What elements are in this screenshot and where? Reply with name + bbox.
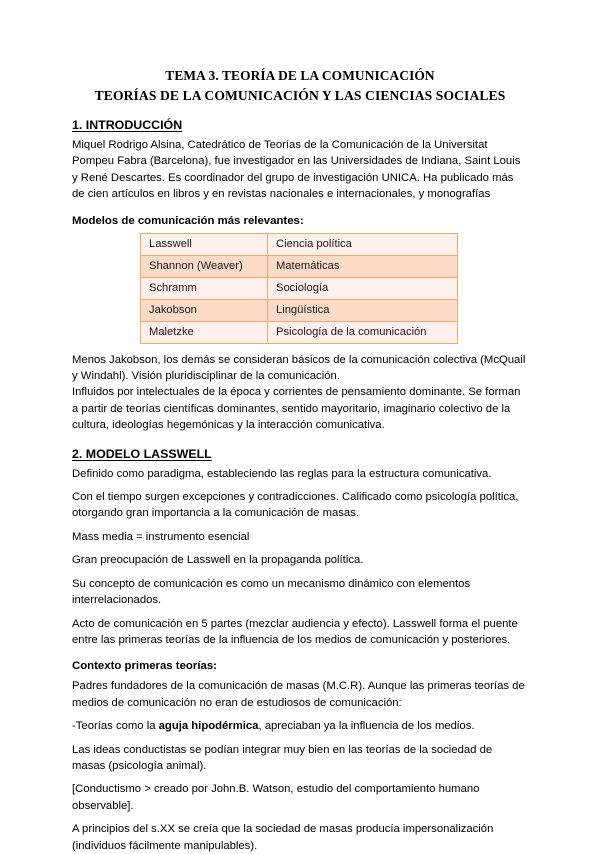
table-cell-model: Maletzke <box>141 321 268 343</box>
paragraph-su-concepto: Su concepto de comunicación es como un mecanismo dinámico con elementos interrelacionados. <box>72 577 471 607</box>
table-row <box>141 299 458 321</box>
models-table-wrapper <box>72 233 528 344</box>
models-table <box>140 233 458 344</box>
section-heading-introduccion-text: 1. INTRODUCCIÓN <box>72 118 183 132</box>
table-row <box>141 321 458 343</box>
paragraph-conductismo-watson: [Conductismo > creado por John.B. Watson, estudio del comportamiento humano observable]. <box>72 783 480 812</box>
table-cell-model: Schramm <box>141 277 268 299</box>
table-cell-field: Sociología <box>268 277 458 299</box>
paragraph-influidos: Influidos por intelectuales de la época y corrientes de pensamiento dominante. Se forman a partir de teorías científicas dominantes, sentido mayoritario, imaginario colectivo de la cultura, ideologías hegemónicas y la interacción comunicativa. <box>72 386 521 432</box>
paragraph-aguja-suffix: , apreciaban ya la influencia de los medios. <box>258 720 475 733</box>
section-heading-introduccion <box>72 118 528 133</box>
document-title-line-1: TEMA 3. TEORÍA DE LA COMUNICACIÓN <box>165 68 435 83</box>
paragraph-con-el-tiempo: Con el tiempo surgen excepciones y contradicciones. Calificado como psicología política, otorgando gran importancia a la comunicación de masas. <box>72 491 519 520</box>
document-title-line-2: TEORÍAS DE LA COMUNICACIÓN Y LAS CIENCIAS SOCIALES <box>94 88 506 103</box>
table-cell-model: Shannon (Weaver) <box>141 255 268 277</box>
paragraph-aguja-prefix: -Teorías como la <box>72 720 159 733</box>
table-row <box>141 255 458 277</box>
models-table-body <box>141 233 458 343</box>
paragraph-ideas-conductistas: Las ideas conductistas se podían integrar muy bien en las teorías de la sociedad de masas (psicología animal). <box>72 743 493 772</box>
table-caption: Modelos de comunicación más relevantes: <box>72 214 304 227</box>
table-cell-model: Lasswell <box>141 233 268 255</box>
table-cell-field: Ciencia política <box>268 233 458 255</box>
paragraph-acto-comunicacion: Acto de comunicación en 5 partes (mezclar audiencia y efecto). Lasswell forma el puente entre las primeras teorías de la influencia de los medios de comunicación y posteriores. <box>72 617 518 646</box>
table-cell-field: Matemáticas <box>268 255 458 277</box>
table-cell-model: Jakobson <box>141 299 268 321</box>
intro-paragraph: Miquel Rodrigo Alsina, Catedrático de Teorías de la Comunicación de la Universitat Pompeu Fabra (Barcelona), fue investigador en las Universidades de Indiana, Saint Louis y René Descartes. Es coordinador del grupo de investigación UNICA. Ha publicado más de cien artículos en libros y en revistas nacionales e internacionales, y monografías <box>72 139 521 201</box>
section-heading-modelo-lasswell-text: 2. MODELO LASSWELL <box>72 446 212 461</box>
paragraph-padres-fundadores: Padres fundadores de la comunicación de masas (M.C.R). Aunque las primeras teorías de medios de comunicación no eran de estudiosos de comunicación: <box>72 680 525 709</box>
paragraph-menos-jakobson: Menos Jakobson, los demás se consideran básicos de la comunicación colectiva (McQuail y Windahl). Visión pluridisciplinar de la comunicación. <box>72 353 526 383</box>
paragraph-gran-preocupacion: Gran preocupación de Lasswell en la propaganda política. <box>72 554 364 567</box>
section-heading-modelo-lasswell <box>72 447 528 462</box>
paragraph-aguja-bold: aguja hipodérmica <box>158 720 259 733</box>
paragraph-aguja-hipodermica <box>72 718 528 734</box>
paragraph-definido-paradigma: Definido como paradigma, estableciendo las reglas para la estructura comunicativa. <box>72 467 492 480</box>
table-row <box>141 233 458 255</box>
paragraph-mass-media: Mass media = instrumento esencial <box>72 530 250 543</box>
table-cell-field: Lingüística <box>268 299 458 321</box>
table-cell-field: Psicología de la comunicación <box>268 321 458 343</box>
sub-heading-contexto: Contexto primeras teorías: <box>72 660 217 673</box>
table-row <box>141 277 458 299</box>
paragraph-principios-sxx: A principios del s.XX se creía que la sociedad de masas producía impersonalización (individuos fácilmente manipulables). <box>72 823 494 852</box>
